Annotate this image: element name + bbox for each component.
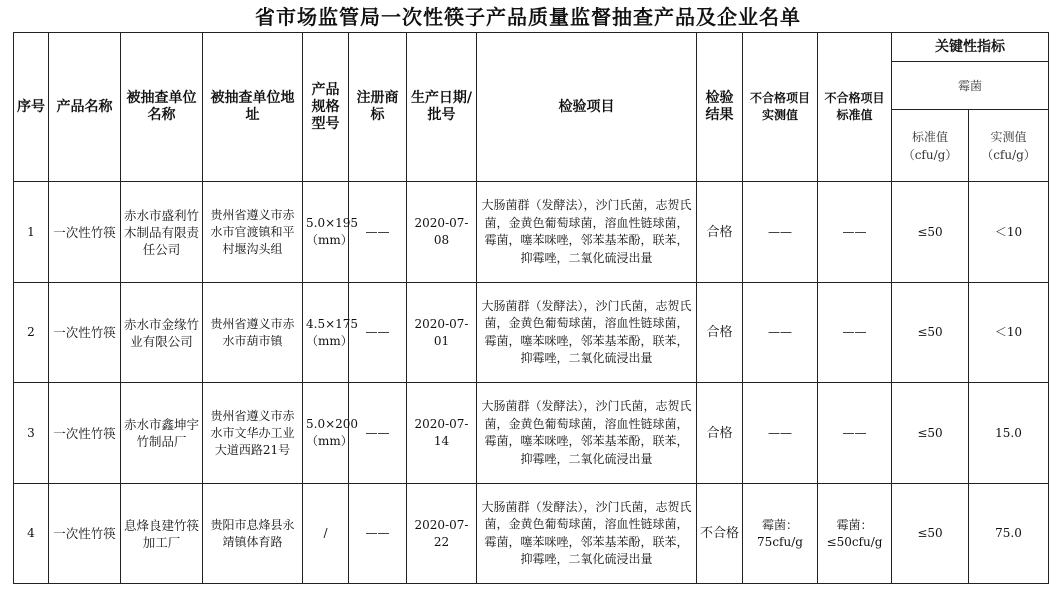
- header-key-indicator: 关键性指标: [892, 33, 1049, 62]
- header-fail-measured: 不合格项目实测值: [743, 33, 818, 182]
- cell-items: 大肠菌群（发酵法），沙门氏菌，志贺氏菌，金黄色葡萄球菌，溶血性链球菌，霉菌，噻苯咪唑，邻苯基苯酚，联苯，抑霉唑，二氧化硫浸出量: [477, 383, 697, 484]
- cell-batch: 2020-07-01: [407, 283, 477, 383]
- header-spec: 产品规格型号: [303, 33, 349, 182]
- header-standard-value: 标准值（cfu/g）: [892, 110, 969, 182]
- header-seq: 序号: [14, 33, 49, 182]
- inspection-table: [13, 32, 1049, 584]
- cell-spec: /: [303, 484, 349, 584]
- cell-address: 贵州省遵义市赤水市官渡镇和平村堰沟头组: [203, 182, 303, 283]
- cell-trademark: ——: [349, 383, 407, 484]
- cell-address: 贵州省遵义市赤水市葫市镇: [203, 283, 303, 383]
- cell-standard-value: ≤50: [892, 383, 969, 484]
- table-row: [14, 484, 1049, 584]
- cell-company: 赤水市盛利竹木制品有限责任公司: [121, 182, 203, 283]
- table-row: [14, 283, 1049, 383]
- cell-measured-value: 75.0: [969, 484, 1049, 584]
- cell-fail-standard: ——: [818, 383, 892, 484]
- cell-product-name: 一次性竹筷: [49, 484, 121, 584]
- header-result: 检验结果: [697, 33, 743, 182]
- header-fail-standard: 不合格项目标准值: [818, 33, 892, 182]
- cell-items: 大肠菌群（发酵法），沙门氏菌，志贺氏菌，金黄色葡萄球菌，溶血性链球菌，霉菌，噻苯咪唑，邻苯基苯酚，联苯，抑霉唑，二氧化硫浸出量: [477, 182, 697, 283]
- cell-trademark: ——: [349, 182, 407, 283]
- cell-product-name: 一次性竹筷: [49, 182, 121, 283]
- cell-company: 息烽良建竹筷加工厂: [121, 484, 203, 584]
- cell-seq: 1: [14, 182, 49, 283]
- cell-fail-standard: ——: [818, 283, 892, 383]
- header-measured-value: 实测值（cfu/g）: [969, 110, 1049, 182]
- header-address: 被抽查单位地址: [203, 33, 303, 182]
- cell-spec: 5.0×195（mm）: [303, 182, 349, 283]
- cell-items: 大肠菌群（发酵法），沙门氏菌，志贺氏菌，金黄色葡萄球菌，溶血性链球菌，霉菌，噻苯咪唑，邻苯基苯酚，联苯，抑霉唑，二氧化硫浸出量: [477, 484, 697, 584]
- cell-result: 合格: [697, 383, 743, 484]
- cell-seq: 2: [14, 283, 49, 383]
- header-trademark: 注册商标: [349, 33, 407, 182]
- cell-fail-standard: 霉菌：≤50cfu/g: [818, 484, 892, 584]
- cell-seq: 3: [14, 383, 49, 484]
- cell-trademark: ——: [349, 484, 407, 584]
- cell-fail-measured: ——: [743, 283, 818, 383]
- document-title: 省市场监管局一次性筷子产品质量监督抽查产品及企业名单: [255, 5, 801, 29]
- cell-measured-value: ＜10: [969, 283, 1049, 383]
- header-product-name: 产品名称: [49, 33, 121, 182]
- cell-product-name: 一次性竹筷: [49, 383, 121, 484]
- cell-fail-measured: 霉菌：75cfu/g: [743, 484, 818, 584]
- cell-fail-measured: ——: [743, 182, 818, 283]
- cell-items: 大肠菌群（发酵法），沙门氏菌，志贺氏菌，金黄色葡萄球菌，溶血性链球菌，霉菌，噻苯咪唑，邻苯基苯酚，联苯，抑霉唑，二氧化硫浸出量: [477, 283, 697, 383]
- cell-standard-value: ≤50: [892, 484, 969, 584]
- header-batch: 生产日期/批号: [407, 33, 477, 182]
- table-row: [14, 383, 1049, 484]
- header-items: 检验项目: [477, 33, 697, 182]
- cell-batch: 2020-07-22: [407, 484, 477, 584]
- cell-trademark: ——: [349, 283, 407, 383]
- cell-standard-value: ≤50: [892, 182, 969, 283]
- cell-standard-value: ≤50: [892, 283, 969, 383]
- cell-company: 赤水市金缘竹业有限公司: [121, 283, 203, 383]
- cell-product-name: 一次性竹筷: [49, 283, 121, 383]
- cell-measured-value: ＜10: [969, 182, 1049, 283]
- cell-batch: 2020-07-08: [407, 182, 477, 283]
- cell-address: 贵州省遵义市赤水市文华办工业大道西路21号: [203, 383, 303, 484]
- cell-measured-value: 15.0: [969, 383, 1049, 484]
- table-row: [14, 182, 1049, 283]
- header-company: 被抽查单位名称: [121, 33, 203, 182]
- cell-fail-measured: ——: [743, 383, 818, 484]
- cell-batch: 2020-07-14: [407, 383, 477, 484]
- header-mold: 霉菌: [892, 62, 1049, 110]
- cell-result: 合格: [697, 182, 743, 283]
- cell-result: 合格: [697, 283, 743, 383]
- cell-spec: 5.0×200（mm）: [303, 383, 349, 484]
- cell-spec: 4.5×175（mm）: [303, 283, 349, 383]
- cell-company: 赤水市鑫坤宇竹制品厂: [121, 383, 203, 484]
- cell-result: 不合格: [697, 484, 743, 584]
- cell-seq: 4: [14, 484, 49, 584]
- cell-fail-standard: ——: [818, 182, 892, 283]
- cell-address: 贵阳市息烽县永靖镇体育路: [203, 484, 303, 584]
